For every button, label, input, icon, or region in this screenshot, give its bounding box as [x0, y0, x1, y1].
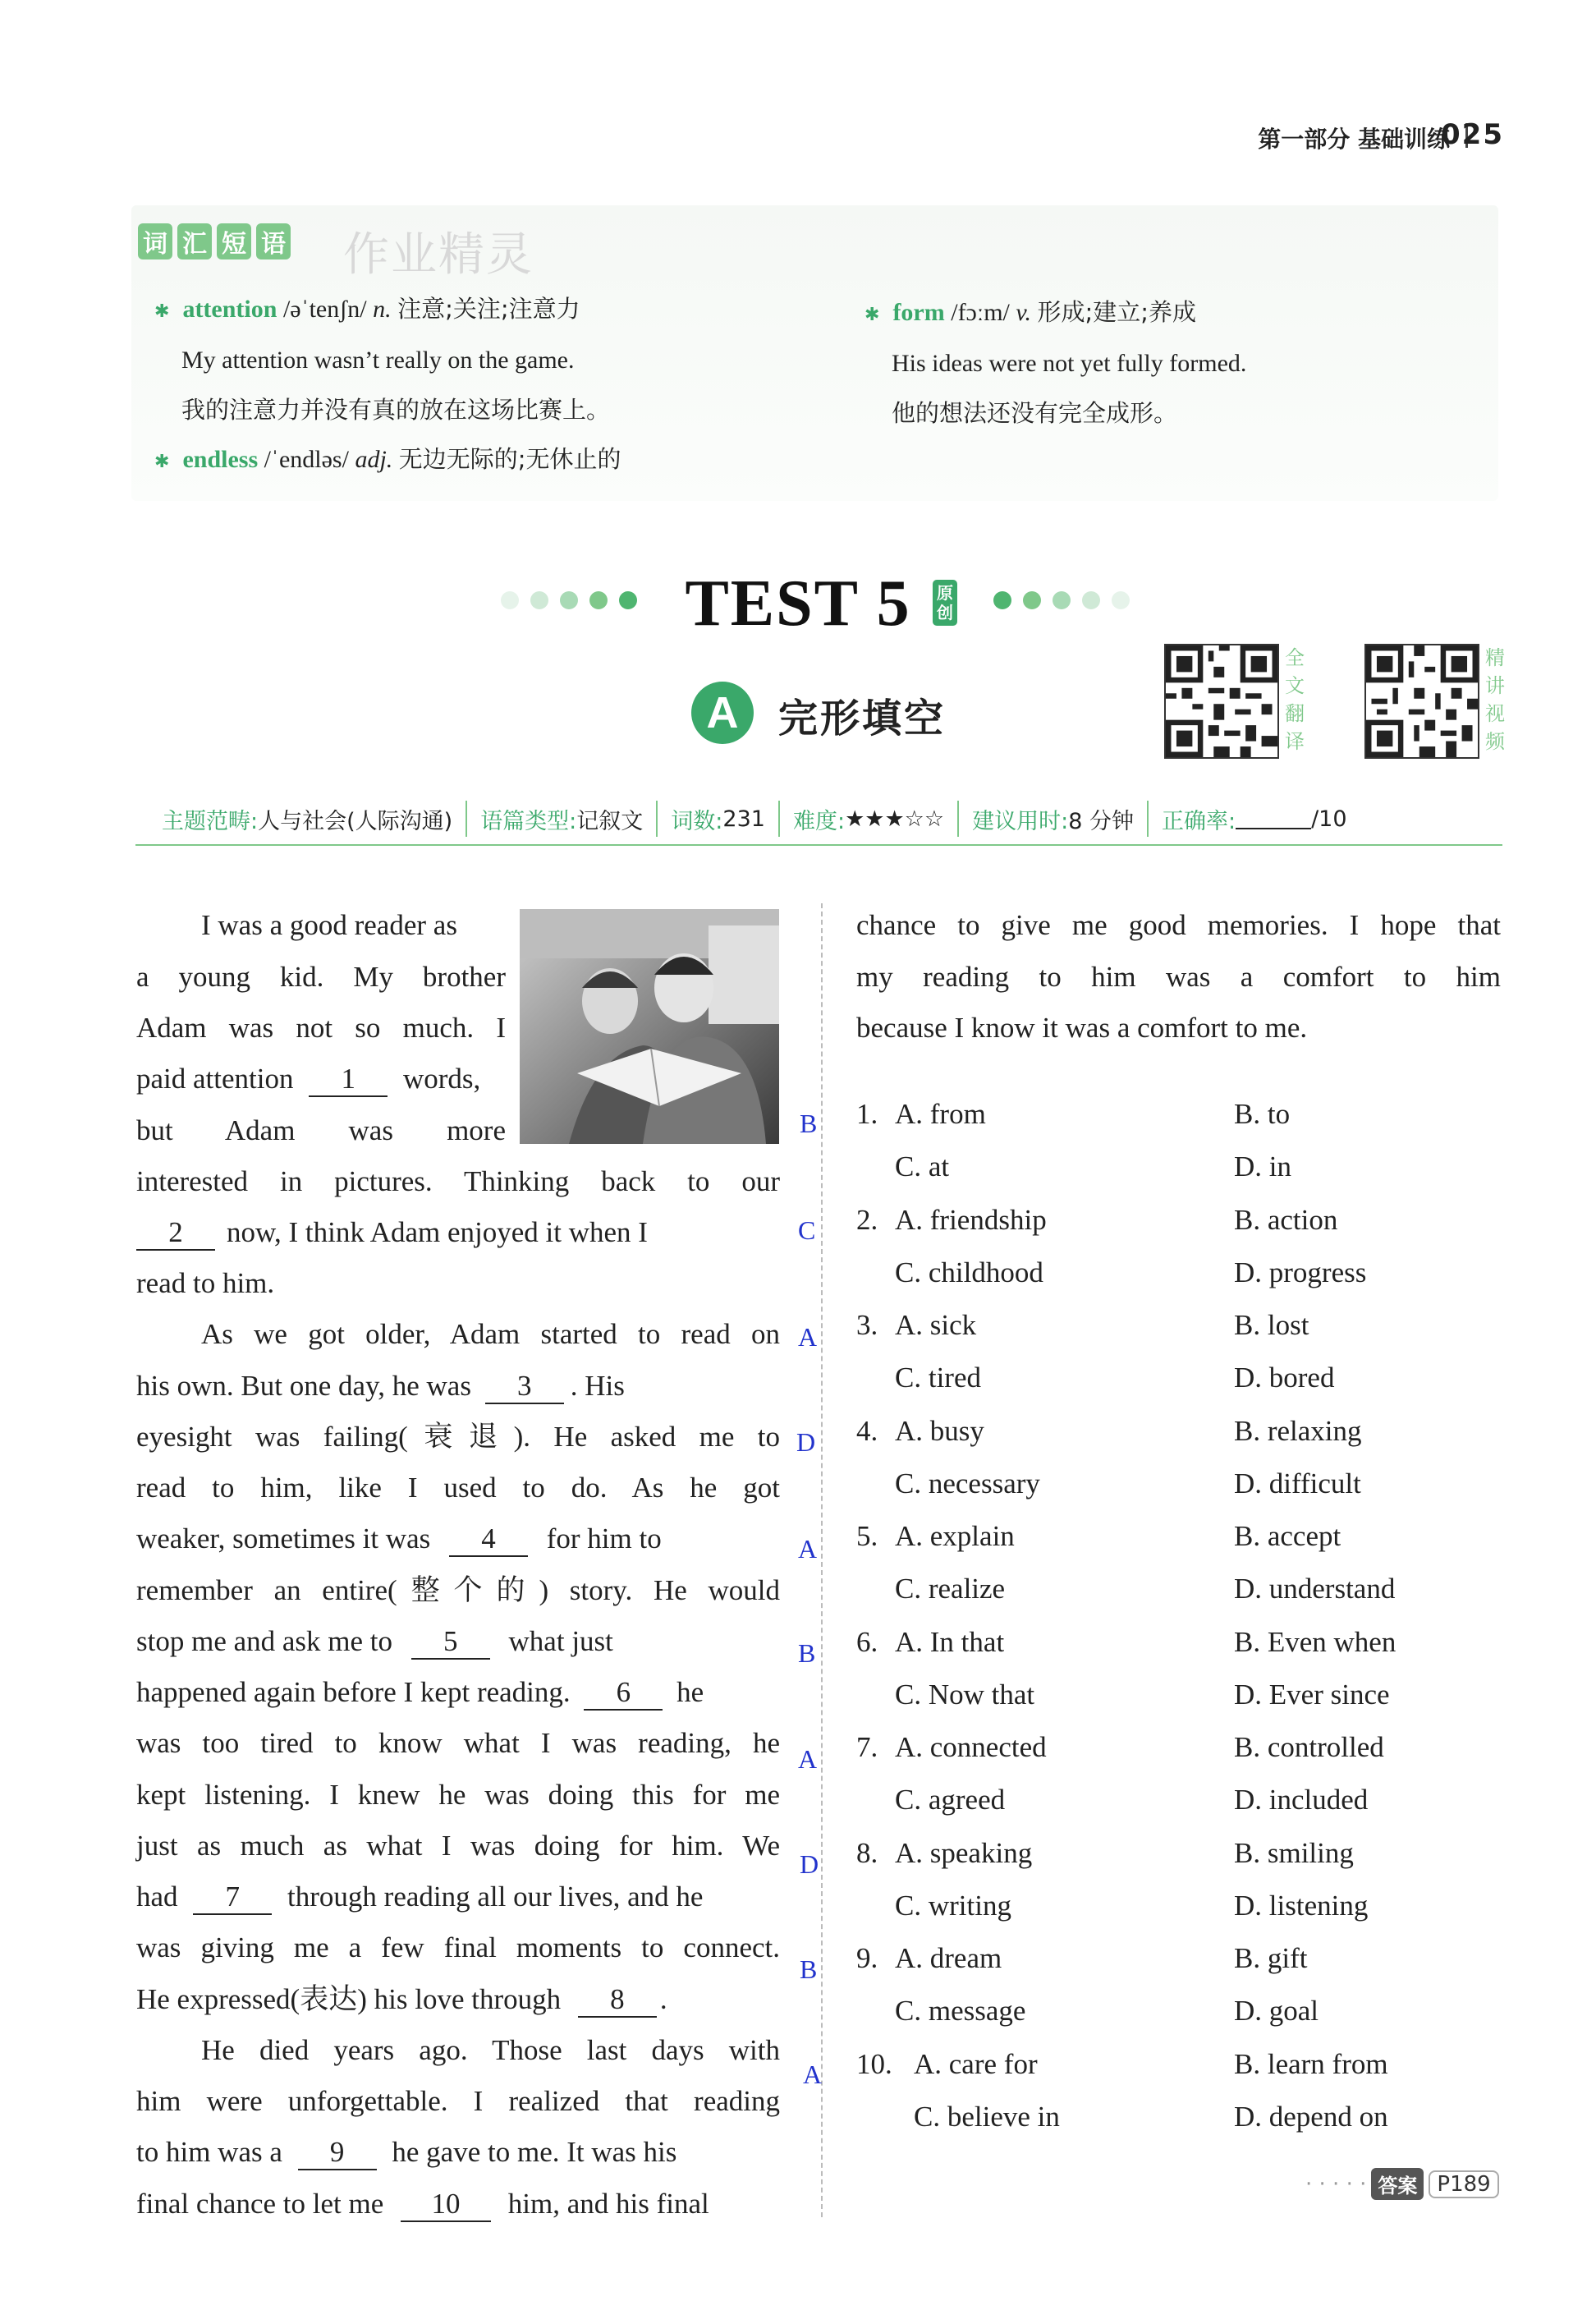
blank-3[interactable]: 3 [485, 1370, 564, 1404]
star-bullet-icon: ✱ [154, 451, 170, 471]
original-badge [933, 580, 957, 626]
qr-label-char: 翻 [1285, 702, 1305, 725]
option-a[interactable]: A. connected [895, 1731, 1047, 1763]
qr-label [1284, 644, 1305, 759]
option-b[interactable]: B. smiling [1234, 1837, 1354, 1869]
qr-label-char: 文 [1285, 674, 1305, 697]
margin-answer: A [798, 1322, 818, 1352]
option-d[interactable]: D. depend on [1234, 2101, 1388, 2133]
passage-line [136, 1625, 613, 1660]
qr-label-char: 视 [1485, 702, 1505, 725]
question-number: 8. [856, 1837, 878, 1869]
passage-line: him were unforgettable. I realized that reading [136, 2085, 780, 2117]
option-c[interactable]: C. necessary [895, 1467, 1040, 1499]
option-c[interactable]: C. at [895, 1150, 950, 1183]
passage-line: As we got older, Adam started to read on [201, 1318, 780, 1350]
passage-text: what just [508, 1625, 613, 1657]
question-number: 10. [856, 2048, 892, 2080]
passage-line: my reading to him was a comfort to him [856, 961, 1501, 993]
info-accuracy-total: /10 [1311, 806, 1347, 832]
vocab-meaning: 无边无际的;无休止的 [398, 445, 621, 473]
info-type-value: 记叙文 [576, 808, 644, 834]
passage-line: I was a good reader as [201, 909, 457, 941]
vocab-entry-form [864, 287, 1246, 438]
option-d[interactable]: D. progress [1234, 1256, 1367, 1288]
passage-text: stop me and ask me to [136, 1625, 393, 1657]
option-b[interactable]: B. lost [1234, 1309, 1309, 1341]
passage-line [136, 1522, 662, 1557]
option-c[interactable]: C. Now that [895, 1679, 1035, 1711]
passage-text: through reading all our lives, and he [287, 1881, 704, 1913]
watermark: 作业精灵 [343, 228, 534, 282]
passage-line: a young kid. My brother [136, 961, 506, 993]
option-c[interactable]: C. believe in [914, 2101, 1060, 2133]
info-accuracy-key: 正确率: [1161, 808, 1236, 834]
passage-line [136, 1676, 704, 1711]
question-number: 6. [856, 1626, 878, 1658]
qr-video[interactable] [1364, 644, 1506, 759]
option-d[interactable]: D. listening [1234, 1890, 1369, 1922]
header-part-label: 第一部分 基础训练 [1258, 126, 1450, 153]
vocab-meaning: 注意;关注;注意力 [397, 295, 580, 323]
option-a[interactable]: A. In that [895, 1626, 1005, 1658]
passage-line [136, 1370, 625, 1404]
passage-line [136, 1216, 648, 1251]
margin-answer: D [800, 1849, 819, 1879]
qr-label [1484, 644, 1506, 759]
vocab-pos: adj. [355, 446, 393, 473]
vocab-badge-char: 汇 [177, 223, 212, 259]
decor-dot [1082, 591, 1100, 609]
passage-line [136, 2188, 709, 2222]
blank-2[interactable]: 2 [136, 1216, 215, 1251]
passage-text: final chance to let me [136, 2188, 384, 2220]
test-title: TEST 5 [685, 567, 911, 640]
vocab-pos: v. [1016, 299, 1031, 326]
option-b[interactable]: B. Even when [1234, 1626, 1396, 1658]
margin-answer: A [803, 2060, 823, 2089]
option-b[interactable]: B. accept [1234, 1520, 1341, 1552]
answer-reference [1305, 2168, 1499, 2200]
passage-text: words, [402, 1063, 481, 1095]
option-d[interactable]: D. included [1234, 1784, 1369, 1816]
passage-line [136, 2136, 676, 2170]
margin-answer: B [800, 1954, 818, 1984]
option-b[interactable]: B. to [1234, 1098, 1291, 1130]
question-number: 9. [856, 1942, 878, 1974]
vocab-badge-char: 短 [217, 223, 251, 259]
option-a[interactable]: A. friendship [895, 1204, 1047, 1236]
passage-line: was too tired to know what I was reading, he [136, 1727, 780, 1759]
info-type [467, 801, 658, 837]
passage-text: paid attention [136, 1063, 294, 1095]
answer-badge: 答案 [1371, 2168, 1424, 2200]
blank-5[interactable]: 5 [411, 1625, 490, 1660]
option-c[interactable]: C. tired [895, 1362, 981, 1394]
passage-line: read to him, like I used to do. As he got [136, 1472, 780, 1504]
info-words-value: 231 [722, 806, 765, 832]
vocab-ipa: /ˈendləs/ [264, 446, 349, 473]
passage-text: him, and his final [507, 2188, 709, 2220]
info-difficulty-stars: ★★★☆☆ [845, 806, 945, 832]
title-dots-right [993, 591, 1130, 609]
passage-text: had [136, 1881, 178, 1913]
vocab-example-zh: 我的注意力并没有真的放在这场比赛上。 [181, 396, 611, 424]
passage-text: . His [570, 1370, 625, 1402]
passage-line [136, 1983, 667, 2018]
passage-line: just as much as what I was doing for him. We [136, 1830, 780, 1862]
option-a[interactable]: A. from [895, 1098, 986, 1130]
option-b[interactable]: B. relaxing [1234, 1415, 1362, 1447]
option-a[interactable]: A. busy [895, 1415, 984, 1447]
vocab-word: endless [182, 446, 259, 473]
column-divider [821, 903, 823, 2217]
option-d[interactable]: D. understand [1234, 1573, 1396, 1605]
info-time [959, 801, 1149, 837]
option-c[interactable]: C. childhood [895, 1256, 1043, 1288]
passage-line: eyesight was failing(衰退). He asked me to [136, 1421, 780, 1453]
option-c[interactable]: C. message [895, 1995, 1026, 2027]
option-d[interactable]: D. bored [1234, 1362, 1335, 1394]
passage-text: he [676, 1676, 704, 1708]
star-bullet-icon: ✱ [864, 304, 880, 324]
vocab-word: form [892, 299, 945, 326]
accuracy-blank[interactable] [1236, 808, 1311, 829]
option-d[interactable]: D. in [1234, 1150, 1291, 1183]
question-number: 2. [856, 1204, 878, 1236]
passage-text: now, I think Adam enjoyed it when I [227, 1216, 648, 1248]
vocab-pos: n. [373, 296, 392, 323]
info-bar [135, 793, 1502, 846]
option-a[interactable]: A. sick [895, 1309, 977, 1341]
option-d[interactable]: D. goal [1234, 1995, 1319, 2027]
vocab-example-en: His ideas were not yet fully formed. [892, 350, 1247, 377]
passage-line [136, 1063, 480, 1097]
original-badge-char: 创 [937, 603, 953, 622]
info-theme [135, 801, 467, 837]
vocab-ipa: /əˈtenʃn/ [282, 296, 367, 323]
passage-line [136, 1881, 703, 1915]
vocab-meaning: 形成;建立;养成 [1037, 298, 1197, 326]
qr-label-char: 频 [1485, 730, 1505, 753]
question-number: 7. [856, 1731, 878, 1763]
passage-line: remember an entire(整个的) story. He would [136, 1574, 780, 1606]
question-number: 1. [856, 1098, 878, 1130]
blank-4[interactable]: 4 [449, 1522, 528, 1557]
info-difficulty [780, 801, 959, 837]
qr-label-char: 译 [1285, 730, 1305, 753]
vocab-entry-attention [154, 284, 621, 486]
margin-answer: C [798, 1215, 816, 1245]
passage-line: He died years ago. Those last days with [201, 2034, 780, 2066]
blank-7[interactable]: 7 [193, 1881, 272, 1915]
vocab-ipa: /fɔːm/ [951, 299, 1010, 326]
option-b[interactable]: B. controlled [1234, 1731, 1384, 1763]
option-a[interactable]: A. explain [895, 1520, 1015, 1552]
option-a[interactable]: A. care for [914, 2048, 1038, 2080]
option-d[interactable]: D. Ever since [1234, 1679, 1390, 1711]
blank-10[interactable]: 10 [401, 2188, 491, 2222]
option-b[interactable]: B. learn from [1234, 2048, 1388, 2080]
option-b[interactable]: B. action [1234, 1204, 1338, 1236]
info-accuracy [1149, 801, 1360, 837]
question-number: 4. [856, 1415, 878, 1447]
question-number: 5. [856, 1520, 878, 1552]
passage-line: kept listening. I knew he was doing this for me [136, 1779, 780, 1811]
decor-dot [1023, 591, 1041, 609]
vocab-badge-char: 语 [256, 223, 291, 259]
question-number: 3. [856, 1309, 878, 1341]
info-theme-key: 主题范畴: [162, 808, 259, 834]
passage-text: . [659, 1983, 667, 2015]
passage-line: interested in pictures. Thinking back to our [136, 1165, 780, 1197]
decor-dot [1112, 591, 1130, 609]
blank-1[interactable]: 1 [309, 1063, 388, 1097]
passage-line: because I know it was a comfort to me. [856, 1012, 1308, 1044]
margin-answer: D [796, 1427, 816, 1457]
option-a[interactable]: A. dream [895, 1942, 1002, 1974]
vocab-example-en: My attention wasn’t really on the game. [181, 347, 575, 374]
section-letter-badge: A [691, 682, 754, 744]
passage-text: to him was a [136, 2136, 282, 2168]
passage-text: He expressed(表达) his love through [136, 1983, 562, 2015]
margin-answer: B [800, 1109, 818, 1138]
passage-text: weaker, sometimes it was [136, 1522, 431, 1555]
info-time-value: 8 分钟 [1068, 808, 1134, 834]
decor-dot [1053, 591, 1071, 609]
margin-answer: B [798, 1638, 816, 1668]
qr-translation[interactable] [1164, 644, 1305, 759]
star-bullet-icon: ✱ [154, 301, 170, 321]
info-time-key: 建议用时: [972, 808, 1069, 834]
option-a[interactable]: A. speaking [895, 1837, 1033, 1869]
vocab-badge-char: 词 [138, 223, 172, 259]
page-number: 025 [1441, 118, 1504, 151]
qr-label-char: 全 [1285, 646, 1305, 669]
vocab-badge [138, 223, 291, 264]
qr-code-icon[interactable] [1364, 644, 1479, 759]
blank-8[interactable]: 8 [578, 1983, 657, 2018]
blank-9[interactable]: 9 [298, 2136, 377, 2170]
passage-text: for him to [546, 1522, 662, 1555]
option-c[interactable]: C. writing [895, 1890, 1011, 1922]
option-c[interactable]: C. realize [895, 1573, 1006, 1605]
info-words [658, 801, 780, 837]
answer-page: P189 [1429, 2170, 1498, 2198]
option-d[interactable]: D. difficult [1234, 1467, 1361, 1499]
qr-label-char: 讲 [1485, 674, 1505, 697]
info-difficulty-key: 难度: [792, 808, 846, 834]
original-badge-char: 原 [937, 583, 953, 603]
passage-line: chance to give me good memories. I hope that [856, 909, 1501, 941]
option-c[interactable]: C. agreed [895, 1784, 1006, 1816]
blank-6[interactable]: 6 [584, 1676, 663, 1711]
option-b[interactable]: B. gift [1234, 1942, 1308, 1974]
section-title: 完形填空 [778, 696, 947, 742]
vocab-word: attention [182, 296, 277, 323]
vocab-example-zh: 他的想法还没有完全成形。 [892, 399, 1178, 427]
info-type-key: 语篇类型: [480, 808, 577, 834]
boys-reading-photo [520, 909, 779, 1144]
passage-line: was giving me a few final moments to connect. [136, 1931, 780, 1963]
decor-dot [993, 591, 1011, 609]
passage-line: read to him. [136, 1267, 275, 1299]
answer-dots: · · · · · [1305, 2171, 1367, 2197]
margin-answer: A [798, 1744, 818, 1774]
passage-text: he gave to me. It was his [392, 2136, 677, 2168]
passage-line: Adam was not so much. I [136, 1012, 506, 1044]
info-words-key: 词数: [671, 808, 723, 834]
margin-answer: A [798, 1534, 818, 1564]
passage-line: but Adam was more [136, 1114, 506, 1146]
passage-text: his own. But one day, he was [136, 1370, 471, 1402]
passage-text: happened again before I kept reading. [136, 1676, 571, 1708]
info-theme-value: 人与社会(人际沟通) [258, 808, 453, 834]
qr-code-icon[interactable] [1164, 644, 1279, 759]
qr-label-char: 精 [1485, 646, 1505, 669]
